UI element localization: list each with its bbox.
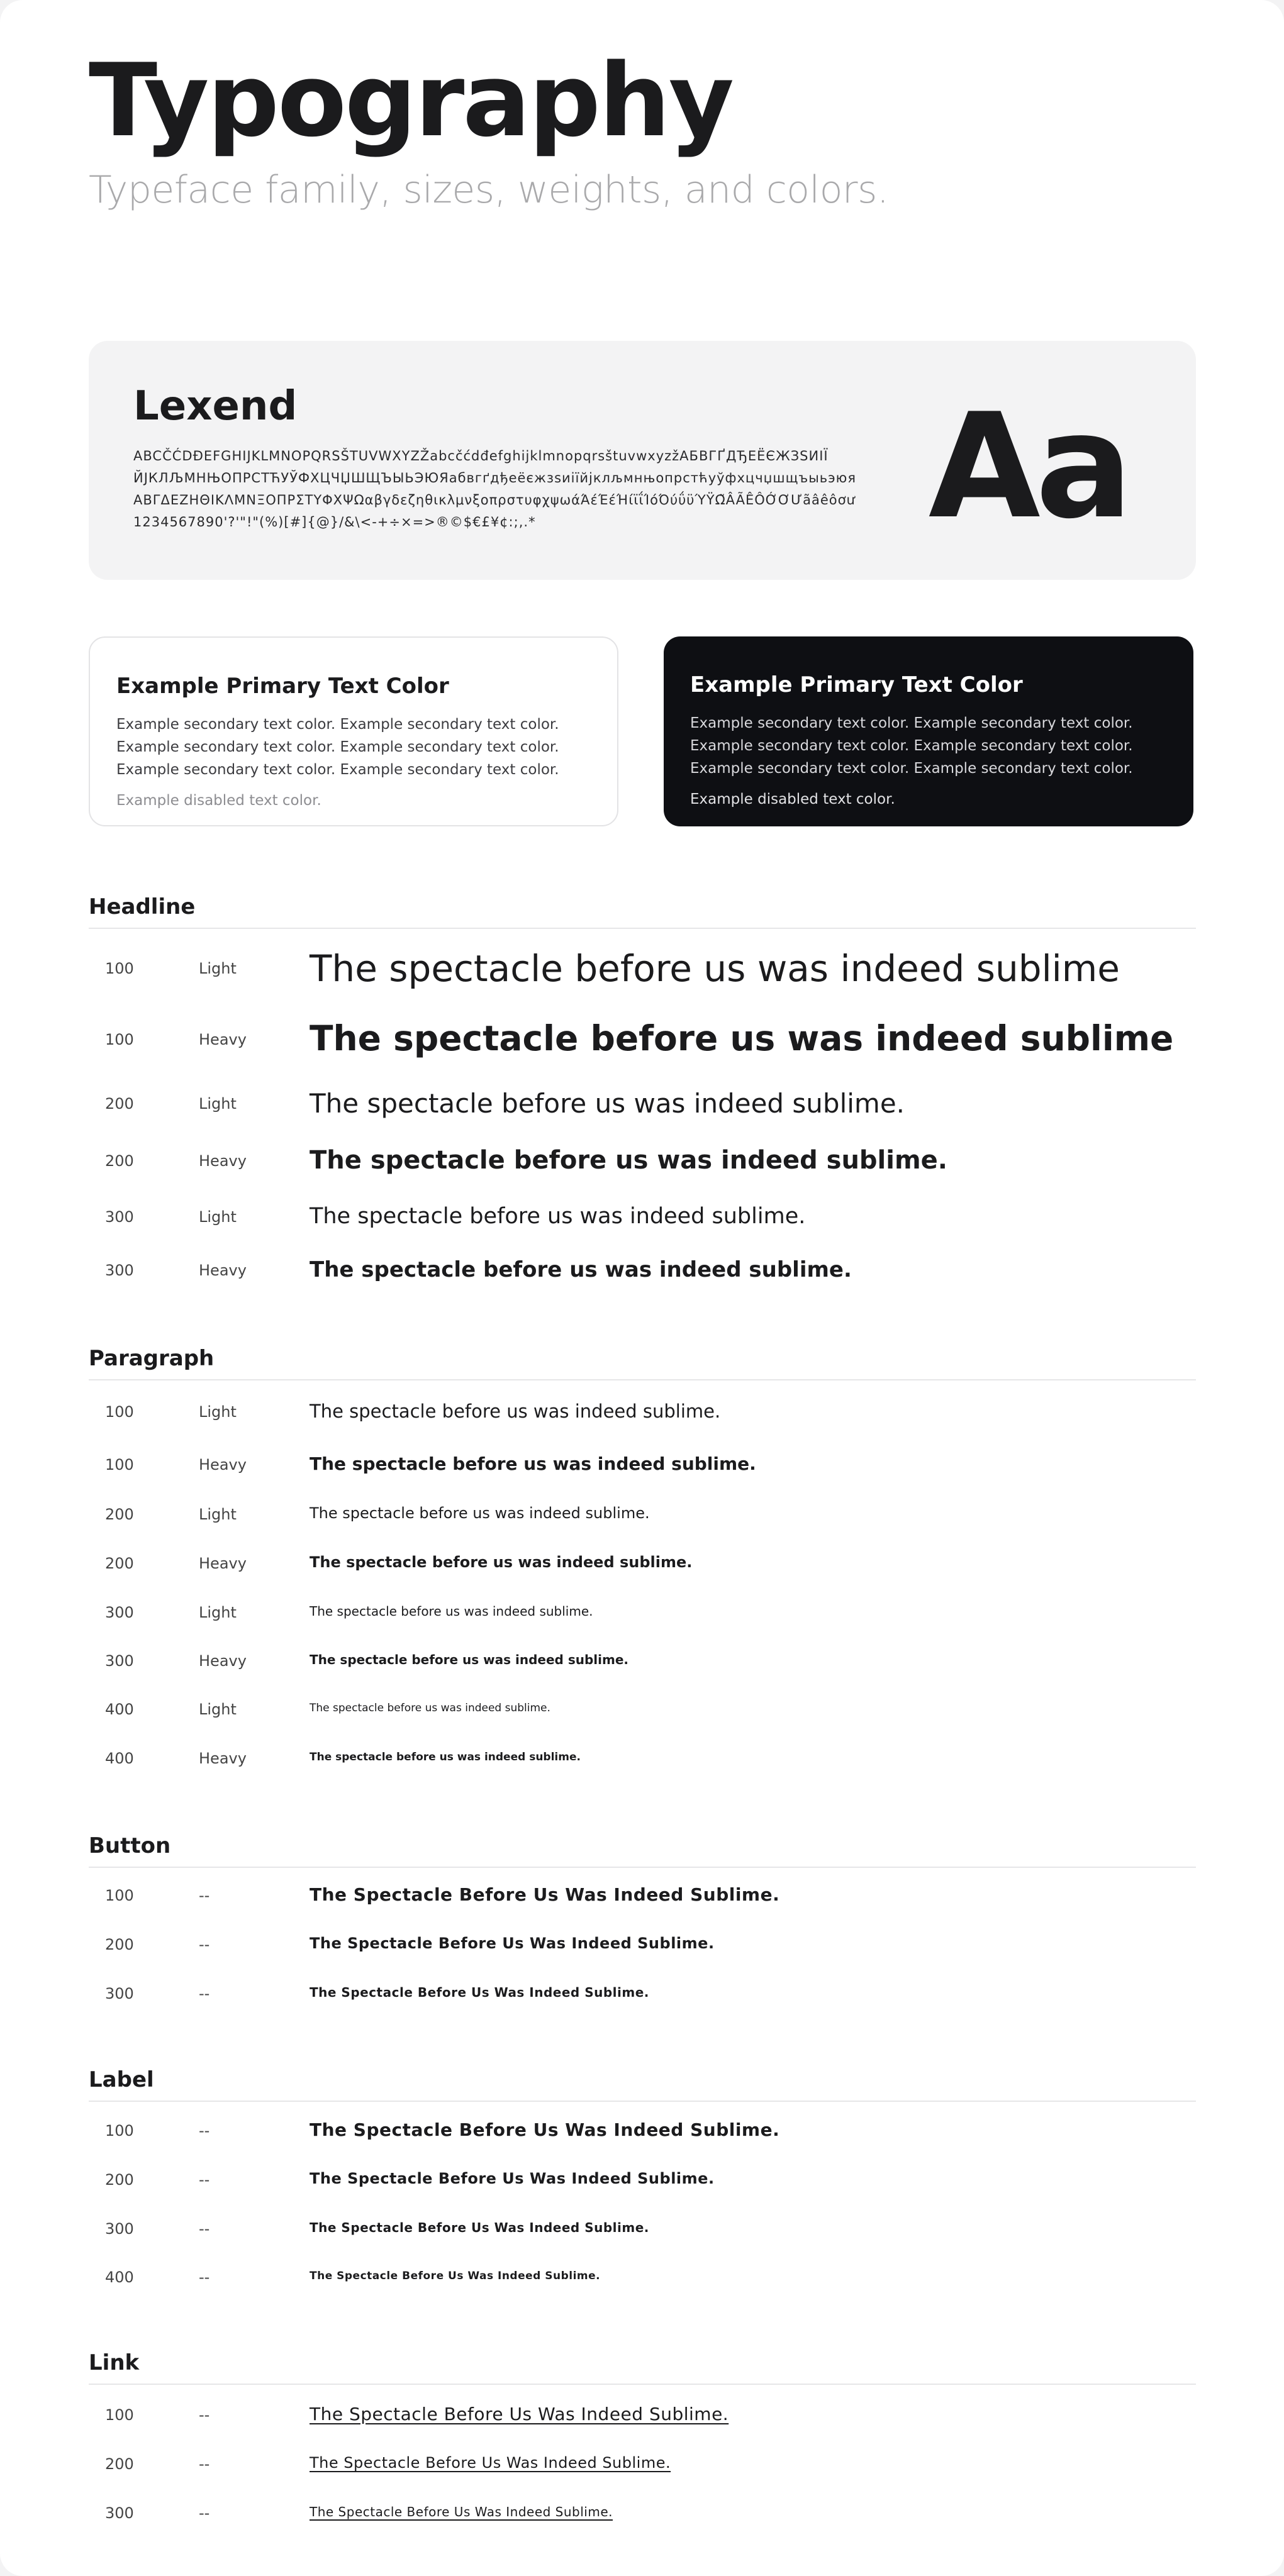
type-sample: The spectacle before us was indeed sublime. bbox=[310, 1204, 806, 1229]
weight-label: -- bbox=[199, 2268, 210, 2286]
weight-label: Light bbox=[199, 1403, 237, 1421]
typeface-card bbox=[89, 341, 1196, 580]
weight-label: -- bbox=[199, 1887, 210, 1904]
weight-label: -- bbox=[199, 2406, 210, 2424]
size-label: 300 bbox=[105, 2220, 134, 2238]
glyph-line: ЙЈКЛЉМНЊОПРСТЋУЎФХЦЧЏШЩЪЫЬЭЮЯабвгґдђеёєжзѕиіїйјклљмнњопрстћуўфхцчџшщъыьэюя bbox=[133, 470, 856, 486]
light-color-card bbox=[89, 636, 618, 826]
weight-label: Heavy bbox=[199, 1031, 247, 1048]
label-section bbox=[89, 2067, 1196, 2286]
typeface-sample: Aa bbox=[928, 383, 1128, 551]
section-title: Label bbox=[89, 2069, 1196, 2102]
link-sample[interactable]: The Spectacle Before Us Was Indeed Sublime. bbox=[310, 2504, 613, 2519]
primary-text-example: Example Primary Text Color bbox=[690, 672, 1023, 697]
weight-label: -- bbox=[199, 2455, 210, 2473]
weight-label: Heavy bbox=[199, 1652, 247, 1670]
section-title: Headline bbox=[89, 896, 1196, 929]
disabled-text-example: Example disabled text color. bbox=[116, 792, 321, 809]
type-sample: The spectacle before us was indeed sublime. bbox=[310, 1146, 947, 1175]
type-sample: The spectacle before us was indeed sublime. bbox=[310, 1453, 756, 1474]
size-label: 200 bbox=[105, 1095, 134, 1113]
weight-label: Light bbox=[199, 1506, 237, 1523]
size-label: 200 bbox=[105, 1506, 134, 1523]
type-sample: The Spectacle Before Us Was Indeed Sublime. bbox=[310, 2270, 601, 2282]
weight-label: -- bbox=[199, 1985, 210, 2002]
page-subtitle: Typeface family, sizes, weights, and colors. bbox=[89, 168, 889, 212]
weight-label: -- bbox=[199, 2122, 210, 2140]
link-sample[interactable]: The Spectacle Before Us Was Indeed Sublime. bbox=[310, 2454, 671, 2472]
weight-label: -- bbox=[199, 1936, 210, 1953]
type-sample: The spectacle before us was indeed sublime. bbox=[310, 1652, 628, 1667]
secondary-text-example: Example secondary text color. Example secondary text color. Example secondary text color. Example secondary text color. Example secondary text color. Example secondary text color. bbox=[690, 715, 1133, 777]
type-sample: The spectacle before us was indeed sublime. bbox=[310, 1751, 581, 1763]
size-label: 400 bbox=[105, 1750, 134, 1767]
secondary-text-example: Example secondary text color. Example secondary text color. Example secondary text color. Example secondary text color. Example secondary text color. Example secondary text color. bbox=[116, 716, 559, 778]
weight-label: Light bbox=[199, 1701, 237, 1718]
type-sample: The spectacle before us was indeed sublime. bbox=[310, 1504, 650, 1522]
size-label: 100 bbox=[105, 1456, 134, 1474]
link-sample[interactable]: The Spectacle Before Us Was Indeed Sublime. bbox=[310, 2404, 729, 2424]
disabled-text-example: Example disabled text color. bbox=[690, 791, 895, 808]
size-label: 100 bbox=[105, 2406, 134, 2424]
weight-label: -- bbox=[199, 2220, 210, 2238]
weight-label: Light bbox=[199, 1604, 237, 1621]
size-label: 300 bbox=[105, 1985, 134, 2002]
type-sample: The spectacle before us was indeed sublime bbox=[310, 1018, 1174, 1058]
type-sample: The spectacle before us was indeed sublime. bbox=[310, 1257, 852, 1282]
link-section bbox=[89, 2350, 1196, 2522]
typeface-name: Lexend bbox=[133, 383, 298, 430]
glyph-set bbox=[133, 445, 964, 533]
primary-text-example: Example Primary Text Color bbox=[116, 674, 449, 699]
type-sample: The Spectacle Before Us Was Indeed Sublime. bbox=[310, 1985, 649, 2000]
type-sample: The spectacle before us was indeed sublime. bbox=[310, 1604, 593, 1619]
page-title: Typography bbox=[89, 42, 733, 159]
size-label: 300 bbox=[105, 2504, 134, 2522]
weight-label: Heavy bbox=[199, 1262, 247, 1279]
weight-label: Heavy bbox=[199, 1750, 247, 1767]
size-label: 100 bbox=[105, 2122, 134, 2140]
type-sample: The spectacle before us was indeed sublime. bbox=[310, 1702, 550, 1714]
section-title: Paragraph bbox=[89, 1348, 1196, 1380]
size-label: 300 bbox=[105, 1262, 134, 1279]
size-label: 400 bbox=[105, 1701, 134, 1718]
section-title: Button bbox=[89, 1835, 1196, 1868]
size-label: 100 bbox=[105, 1031, 134, 1048]
size-label: 200 bbox=[105, 2455, 134, 2473]
size-label: 200 bbox=[105, 1152, 134, 1170]
size-label: 400 bbox=[105, 2268, 134, 2286]
size-label: 300 bbox=[105, 1652, 134, 1670]
size-label: 200 bbox=[105, 1555, 134, 1572]
weight-label: Light bbox=[199, 960, 237, 977]
button-section bbox=[89, 1833, 1196, 2002]
size-label: 300 bbox=[105, 1604, 134, 1621]
type-sample: The spectacle before us was indeed sublime bbox=[310, 947, 1120, 990]
weight-label: -- bbox=[199, 2171, 210, 2189]
paragraph-section bbox=[89, 1346, 1196, 1767]
weight-label: Heavy bbox=[199, 1555, 247, 1572]
size-label: 200 bbox=[105, 2171, 134, 2189]
section-title: Link bbox=[89, 2352, 1196, 2385]
size-label: 200 bbox=[105, 1936, 134, 1953]
type-sample: The Spectacle Before Us Was Indeed Sublime. bbox=[310, 1884, 780, 1905]
glyph-line: 1234567890'?'"!"(%)[#]{@}/&\<-+÷×=>®©$€£¥¢:;,.* bbox=[133, 514, 536, 530]
weight-label: -- bbox=[199, 2504, 210, 2522]
size-label: 100 bbox=[105, 1887, 134, 1904]
headline-section bbox=[89, 894, 1196, 1282]
glyph-line: ABCČĆDĐEFGHIJKLMNOPQRSŠTUVWXYZŽabcčćdđefghijklmnopqrsštuvwxyzžАБВГҐДЂЕЁЄЖЗЅИІЇ bbox=[133, 448, 829, 464]
size-label: 100 bbox=[105, 960, 134, 977]
type-sample: The spectacle before us was indeed sublime. bbox=[310, 1088, 905, 1119]
type-sample: The Spectacle Before Us Was Indeed Sublime. bbox=[310, 2119, 780, 2140]
size-label: 300 bbox=[105, 1208, 134, 1226]
type-sample: The Spectacle Before Us Was Indeed Sublime. bbox=[310, 1935, 715, 1952]
dark-color-card bbox=[664, 636, 1193, 826]
type-sample: The Spectacle Before Us Was Indeed Sublime. bbox=[310, 2170, 715, 2187]
size-label: 100 bbox=[105, 1403, 134, 1421]
glyph-line: ΑΒΓΔΕΖΗΘΙΚΛΜΝΞΟΠΡΣΤΥΦΧΨΩαβγδεζηθικλμνξοπρστυφχψωάΆέΈέΉίϊΐΊόΌύΰϋΎΫΩ̃ÂÃÊÔỚƠƯãâêôơư bbox=[133, 492, 856, 508]
weight-label: Light bbox=[199, 1095, 237, 1113]
type-sample: The Spectacle Before Us Was Indeed Sublime. bbox=[310, 2220, 649, 2235]
type-sample: The spectacle before us was indeed sublime. bbox=[310, 1553, 693, 1571]
weight-label: Heavy bbox=[199, 1152, 247, 1170]
weight-label: Light bbox=[199, 1208, 237, 1226]
type-sample: The spectacle before us was indeed sublime. bbox=[310, 1401, 721, 1422]
weight-label: Heavy bbox=[199, 1456, 247, 1474]
